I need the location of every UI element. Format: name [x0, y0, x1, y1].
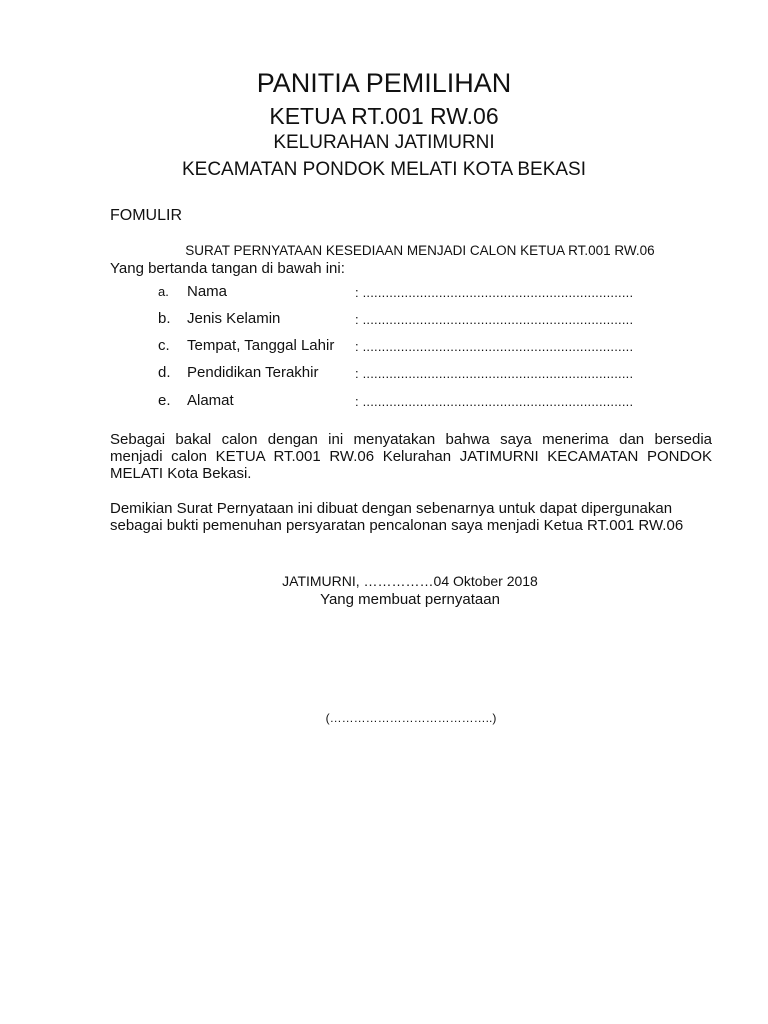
- statement-paragraph: [110, 431, 712, 482]
- field-label: Pendidikan Terakhir: [187, 364, 319, 381]
- form-intro: Yang bertanda tangan di bawah ini:: [110, 260, 345, 277]
- header-kelurahan: KELURAHAN JATIMURNI: [273, 132, 495, 153]
- form-label: FOMULIR: [110, 207, 182, 224]
- field-value[interactable]: : .......................................................................: [355, 312, 634, 327]
- closing-line: Demikian Surat Pernyataan ini dibuat dengan sebenarnya untuk dapat dipergunakan: [110, 500, 673, 517]
- field-value[interactable]: : .......................................................................: [355, 285, 634, 300]
- field-value[interactable]: : .......................................................................: [355, 339, 634, 354]
- field-letter: e.: [158, 392, 171, 409]
- field-label: Jenis Kelamin: [187, 310, 281, 327]
- field-letter: b.: [158, 310, 171, 327]
- closing-line: sebagai bukti pemenuhan persyaratan pencalonan saya menjadi Ketua RT.001 RW.06: [110, 517, 684, 534]
- signature-line[interactable]: (…………………………………..): [325, 711, 497, 725]
- field-value[interactable]: : .......................................................................: [355, 394, 634, 409]
- statement-line: MELATI Kota Bekasi.: [110, 465, 252, 482]
- header-subtitle: KETUA RT.001 RW.06: [269, 103, 499, 129]
- field-label: Tempat, Tanggal Lahir: [187, 337, 335, 354]
- header-kecamatan: KECAMATAN PONDOK MELATI KOTA BEKASI: [181, 159, 586, 180]
- signatory-caption: Yang membuat pernyataan: [320, 591, 500, 608]
- field-letter: c.: [158, 337, 170, 354]
- statement-line: menjadi calon KETUA RT.001 RW.06 Kelurahan JATIMURNI KECAMATAN PONDOK: [110, 448, 712, 465]
- header-title: PANITIA PEMILIHAN: [256, 68, 512, 98]
- field-label: Alamat: [187, 392, 234, 409]
- closing-paragraph: [110, 500, 712, 534]
- place-date: JATIMURNI, ……………04 Oktober 2018: [282, 573, 538, 589]
- field-label: Nama: [187, 283, 228, 300]
- form-subtitle: SURAT PERNYATAAN KESEDIAAN MENJADI CALON KETUA RT.001 RW.06: [185, 243, 655, 258]
- statement-line: Sebagai bakal calon dengan ini menyatakan bahwa saya menerima dan bersedia: [110, 431, 712, 448]
- field-letter: a.: [158, 284, 169, 299]
- field-value[interactable]: : .......................................................................: [355, 366, 634, 381]
- field-letter: d.: [158, 364, 171, 381]
